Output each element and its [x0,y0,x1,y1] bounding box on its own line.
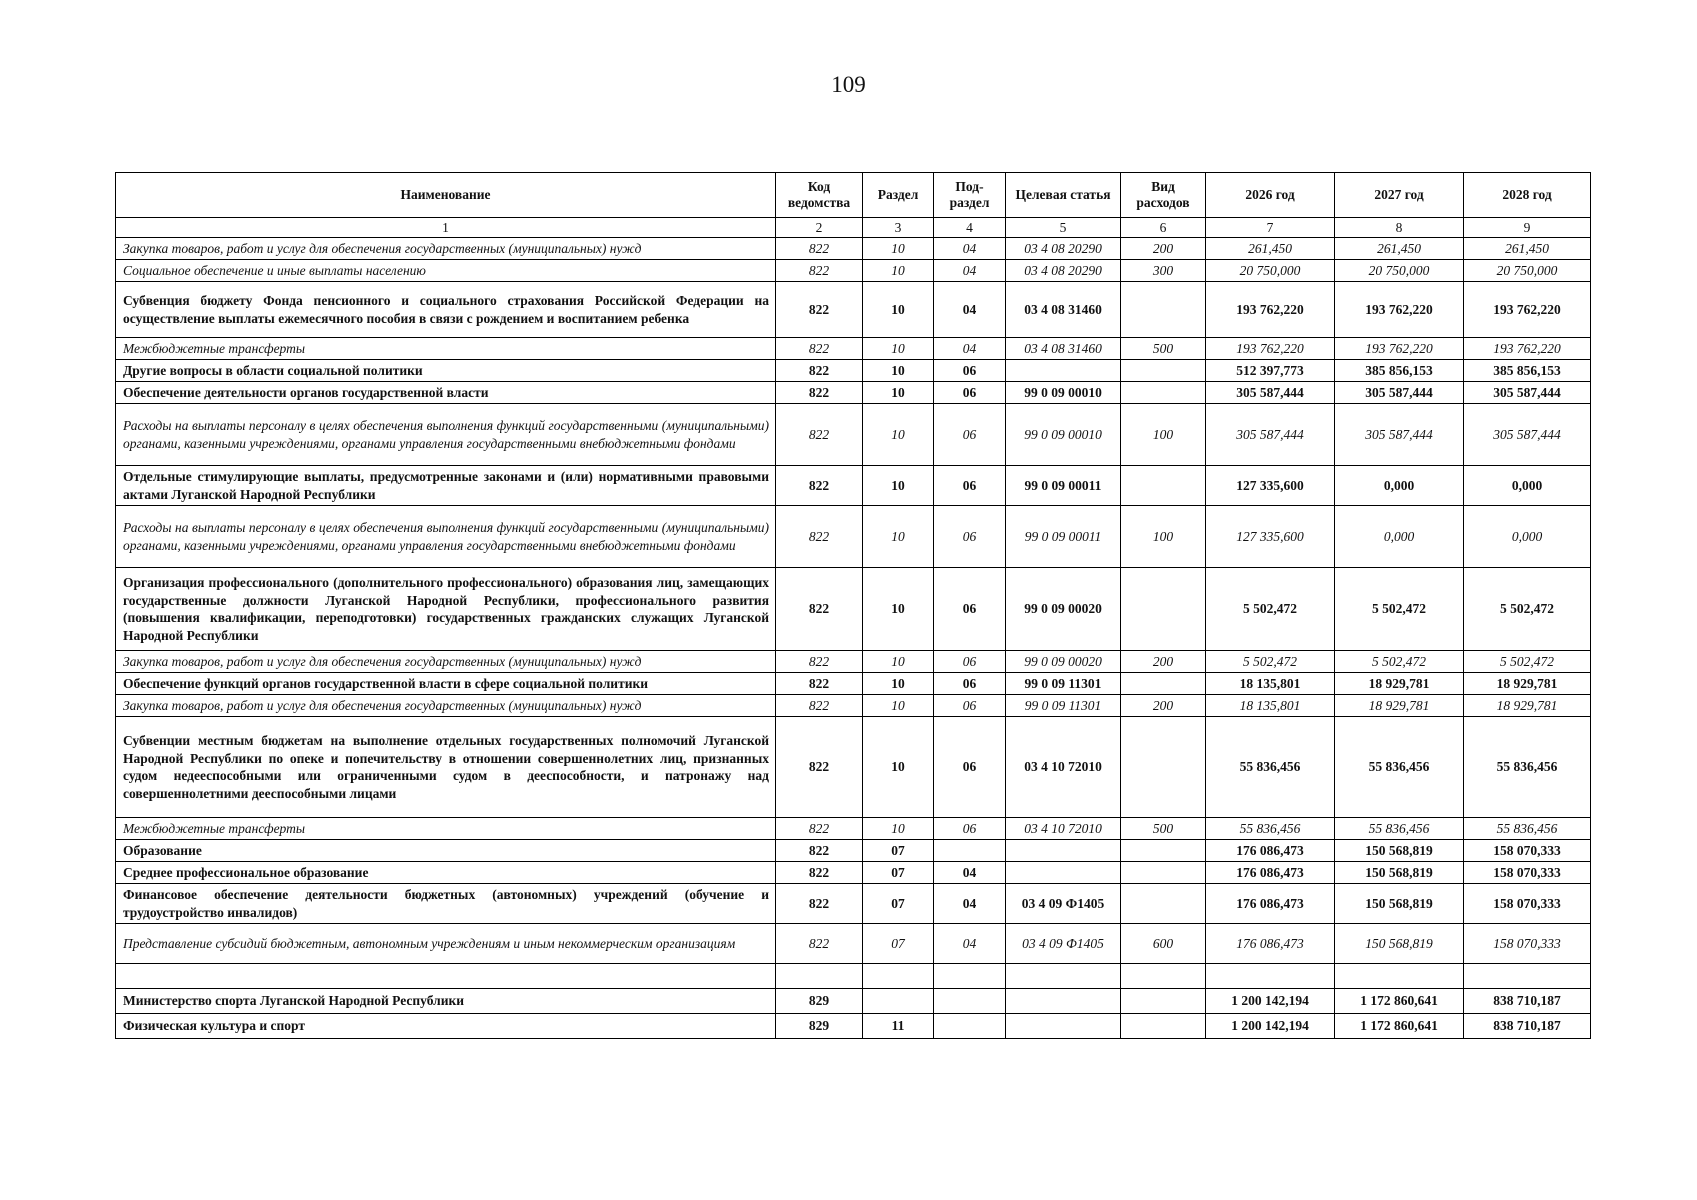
row-expense-type: 200 [1121,695,1206,717]
row-subsection: 06 [934,717,1006,818]
column-number: 2 [776,218,863,238]
table-row [116,717,1591,818]
row-code: 822 [776,717,863,818]
table-row [116,818,1591,840]
row-section: 10 [863,238,934,260]
row-section: 10 [863,506,934,568]
row-name: Отдельные стимулирующие выплаты, предусмотренные законами и (или) нормативными правовыми актами Луганской Народной Республики [116,466,776,506]
table-row [116,651,1591,673]
row-section: 10 [863,651,934,673]
row-value-2026: 55 836,456 [1206,818,1335,840]
row-value-2027: 5 502,472 [1335,568,1464,651]
row-target [1006,964,1121,989]
row-expense-type [1121,862,1206,884]
row-name [116,964,776,989]
row-value-2027: 55 836,456 [1335,818,1464,840]
row-target: 99 0 09 00010 [1006,404,1121,466]
row-value-2027: 385 856,153 [1335,360,1464,382]
row-code: 822 [776,360,863,382]
column-number: 7 [1206,218,1335,238]
row-target [1006,989,1121,1014]
row-code: 822 [776,924,863,964]
header-subsection: Под-раздел [934,173,1006,218]
row-target [1006,862,1121,884]
row-value-2027: 150 568,819 [1335,840,1464,862]
row-name: Субвенции местным бюджетам на выполнение отдельных государственных полномочий Луганской Народной Республики по опеке и попечительству в отношении совершеннолетних лиц, признанных судом недееспособными или ограниченными судом в дееспособности, и патронажу над совершеннолетними дееспособными лицами [116,717,776,818]
row-name: Финансовое обеспечение деятельности бюджетных (автономных) учреждений (обучение и трудоустройство инвалидов) [116,884,776,924]
header-2028: 2028 год [1464,173,1591,218]
row-code: 822 [776,651,863,673]
row-expense-type [1121,884,1206,924]
row-subsection [934,1014,1006,1039]
header-type: Вид расходов [1121,173,1206,218]
row-value-2028: 193 762,220 [1464,282,1591,338]
row-subsection: 04 [934,884,1006,924]
column-number: 5 [1006,218,1121,238]
row-value-2026: 5 502,472 [1206,568,1335,651]
row-target: 99 0 09 11301 [1006,695,1121,717]
row-section: 10 [863,717,934,818]
table-row [116,260,1591,282]
row-subsection [934,989,1006,1014]
table-row [116,338,1591,360]
table-row [116,840,1591,862]
row-value-2028: 18 929,781 [1464,695,1591,717]
table-row [116,964,1591,989]
row-value-2026: 18 135,801 [1206,673,1335,695]
row-value-2027: 150 568,819 [1335,884,1464,924]
row-subsection: 06 [934,695,1006,717]
column-number: 3 [863,218,934,238]
row-value-2027: 0,000 [1335,506,1464,568]
row-name: Среднее профессиональное образование [116,862,776,884]
row-value-2026: 305 587,444 [1206,382,1335,404]
row-value-2028: 0,000 [1464,506,1591,568]
table-row [116,506,1591,568]
row-code: 822 [776,862,863,884]
table-row [116,282,1591,338]
row-name: Обеспечение функций органов государственной власти в сфере социальной политики [116,673,776,695]
row-name: Организация профессионального (дополнительного профессионального) образования лиц, замещающих государственные должности Луганской Народной Республики, профессионального развития (повышения квалификации, переподготовки) государственных гражданских служащих Луганской Народной Республики [116,568,776,651]
row-value-2027: 150 568,819 [1335,862,1464,884]
row-expense-type [1121,568,1206,651]
row-value-2027: 18 929,781 [1335,695,1464,717]
row-name: Представление субсидий бюджетным, автономным учреждениям и иным некоммерческим организациям [116,924,776,964]
table-row [116,695,1591,717]
row-target: 03 4 08 31460 [1006,338,1121,360]
row-value-2027: 20 750,000 [1335,260,1464,282]
row-section: 07 [863,924,934,964]
row-code: 822 [776,568,863,651]
row-code: 822 [776,238,863,260]
row-value-2028: 55 836,456 [1464,818,1591,840]
row-value-2026: 261,450 [1206,238,1335,260]
table-header-row [116,173,1591,218]
row-expense-type: 200 [1121,238,1206,260]
row-expense-type [1121,964,1206,989]
row-value-2028: 305 587,444 [1464,404,1591,466]
row-value-2026: 55 836,456 [1206,717,1335,818]
column-number: 8 [1335,218,1464,238]
row-value-2028: 0,000 [1464,466,1591,506]
row-subsection: 06 [934,360,1006,382]
header-section: Раздел [863,173,934,218]
row-section: 10 [863,568,934,651]
row-code: 822 [776,338,863,360]
row-value-2027: 18 929,781 [1335,673,1464,695]
row-name: Субвенция бюджету Фонда пенсионного и социального страхования Российской Федерации на осуществление выплаты ежемесячного пособия в связи с рождением и воспитанием ребенка [116,282,776,338]
table-row [116,382,1591,404]
row-target [1006,840,1121,862]
row-value-2026: 20 750,000 [1206,260,1335,282]
row-target: 03 4 08 20290 [1006,238,1121,260]
row-target: 99 0 09 11301 [1006,673,1121,695]
row-target: 03 4 10 72010 [1006,717,1121,818]
row-value-2028: 838 710,187 [1464,1014,1591,1039]
row-subsection: 06 [934,568,1006,651]
row-name: Расходы на выплаты персоналу в целях обеспечения выполнения функций государственными (муниципальными) органами, казенными учреждениями, органами управления государственными внебюджетными фондами [116,404,776,466]
row-section: 07 [863,884,934,924]
row-value-2026: 1 200 142,194 [1206,1014,1335,1039]
row-value-2028: 261,450 [1464,238,1591,260]
row-code: 822 [776,466,863,506]
row-section: 07 [863,840,934,862]
row-name: Физическая культура и спорт [116,1014,776,1039]
row-name: Обеспечение деятельности органов государственной власти [116,382,776,404]
table-row [116,862,1591,884]
row-subsection: 04 [934,338,1006,360]
row-value-2028: 20 750,000 [1464,260,1591,282]
row-value-2028: 5 502,472 [1464,568,1591,651]
row-subsection: 06 [934,651,1006,673]
row-name: Министерство спорта Луганской Народной Республики [116,989,776,1014]
row-code: 822 [776,506,863,568]
row-code: 822 [776,260,863,282]
row-subsection: 06 [934,673,1006,695]
row-target: 99 0 09 00010 [1006,382,1121,404]
header-name: Наименование [116,173,776,218]
row-code: 822 [776,382,863,404]
row-value-2028: 158 070,333 [1464,924,1591,964]
row-section: 10 [863,673,934,695]
row-expense-type [1121,466,1206,506]
row-code: 822 [776,840,863,862]
row-value-2028: 55 836,456 [1464,717,1591,818]
row-subsection: 06 [934,382,1006,404]
row-value-2027: 193 762,220 [1335,338,1464,360]
row-section: 10 [863,260,934,282]
row-name: Расходы на выплаты персоналу в целях обеспечения выполнения функций государственными (муниципальными) органами, казенными учреждениями, органами управления государственными внебюджетными фондами [116,506,776,568]
page-number: 109 [831,72,866,97]
row-expense-type [1121,282,1206,338]
row-name: Образование [116,840,776,862]
row-code: 829 [776,989,863,1014]
row-value-2028: 838 710,187 [1464,989,1591,1014]
row-target [1006,1014,1121,1039]
row-subsection: 04 [934,282,1006,338]
row-value-2026: 305 587,444 [1206,404,1335,466]
row-subsection: 04 [934,924,1006,964]
column-number-row [116,218,1591,238]
row-subsection: 06 [934,818,1006,840]
row-name: Межбюджетные трансферты [116,818,776,840]
row-expense-type: 500 [1121,338,1206,360]
row-value-2027: 5 502,472 [1335,651,1464,673]
row-expense-type: 600 [1121,924,1206,964]
row-value-2027: 305 587,444 [1335,382,1464,404]
row-value-2026: 176 086,473 [1206,884,1335,924]
row-value-2026 [1206,964,1335,989]
table-row [116,360,1591,382]
row-name: Закупка товаров, работ и услуг для обеспечения государственных (муниципальных) нужд [116,238,776,260]
row-value-2028: 385 856,153 [1464,360,1591,382]
row-value-2028: 158 070,333 [1464,840,1591,862]
row-name: Закупка товаров, работ и услуг для обеспечения государственных (муниципальных) нужд [116,695,776,717]
row-expense-type [1121,840,1206,862]
row-section: 07 [863,862,934,884]
row-value-2027: 193 762,220 [1335,282,1464,338]
row-value-2027: 305 587,444 [1335,404,1464,466]
row-value-2027: 150 568,819 [1335,924,1464,964]
row-subsection: 06 [934,404,1006,466]
row-name: Другие вопросы в области социальной политики [116,360,776,382]
column-number: 4 [934,218,1006,238]
row-code: 822 [776,282,863,338]
row-section: 10 [863,282,934,338]
row-subsection [934,840,1006,862]
row-target: 03 4 08 31460 [1006,282,1121,338]
row-value-2026: 512 397,773 [1206,360,1335,382]
row-expense-type [1121,673,1206,695]
header-code: Код ведомства [776,173,863,218]
row-target: 99 0 09 00011 [1006,506,1121,568]
row-value-2028: 5 502,472 [1464,651,1591,673]
row-code: 822 [776,695,863,717]
row-value-2028: 305 587,444 [1464,382,1591,404]
table-row [116,568,1591,651]
table-row [116,884,1591,924]
row-value-2026: 193 762,220 [1206,282,1335,338]
row-section: 10 [863,382,934,404]
row-subsection [934,964,1006,989]
row-section: 10 [863,360,934,382]
table-row [116,404,1591,466]
header-2027: 2027 год [1335,173,1464,218]
row-name: Межбюджетные трансферты [116,338,776,360]
row-target: 99 0 09 00011 [1006,466,1121,506]
table-row [116,673,1591,695]
column-number: 9 [1464,218,1591,238]
row-subsection: 04 [934,238,1006,260]
column-number: 6 [1121,218,1206,238]
row-subsection: 06 [934,466,1006,506]
row-subsection: 04 [934,862,1006,884]
table-row [116,989,1591,1014]
row-expense-type [1121,1014,1206,1039]
row-value-2026: 5 502,472 [1206,651,1335,673]
row-value-2026: 176 086,473 [1206,840,1335,862]
row-expense-type: 300 [1121,260,1206,282]
row-subsection: 04 [934,260,1006,282]
row-code: 822 [776,818,863,840]
row-name: Закупка товаров, работ и услуг для обеспечения государственных (муниципальных) нужд [116,651,776,673]
row-value-2026: 1 200 142,194 [1206,989,1335,1014]
row-section [863,989,934,1014]
row-value-2026: 193 762,220 [1206,338,1335,360]
row-expense-type: 200 [1121,651,1206,673]
row-value-2027: 1 172 860,641 [1335,989,1464,1014]
row-code [776,964,863,989]
row-section: 11 [863,1014,934,1039]
row-target: 99 0 09 00020 [1006,651,1121,673]
row-value-2026: 127 335,600 [1206,466,1335,506]
row-section: 10 [863,695,934,717]
table-row [116,1014,1591,1039]
row-expense-type: 100 [1121,506,1206,568]
row-target: 99 0 09 00020 [1006,568,1121,651]
row-expense-type [1121,717,1206,818]
row-expense-type [1121,989,1206,1014]
row-value-2028 [1464,964,1591,989]
row-section: 10 [863,466,934,506]
row-value-2027: 1 172 860,641 [1335,1014,1464,1039]
row-value-2026: 176 086,473 [1206,924,1335,964]
row-value-2027: 55 836,456 [1335,717,1464,818]
row-value-2027 [1335,964,1464,989]
row-value-2027: 0,000 [1335,466,1464,506]
table-row [116,466,1591,506]
row-value-2027: 261,450 [1335,238,1464,260]
row-expense-type [1121,360,1206,382]
row-value-2026: 18 135,801 [1206,695,1335,717]
row-section [863,964,934,989]
row-code: 822 [776,673,863,695]
row-code: 822 [776,884,863,924]
budget-table [115,172,1591,1039]
row-code: 829 [776,1014,863,1039]
row-expense-type: 500 [1121,818,1206,840]
row-section: 10 [863,338,934,360]
row-expense-type: 100 [1121,404,1206,466]
table-row [116,238,1591,260]
row-code: 822 [776,404,863,466]
header-2026: 2026 год [1206,173,1335,218]
table-row [116,924,1591,964]
header-target: Целевая статья [1006,173,1121,218]
row-subsection: 06 [934,506,1006,568]
row-value-2026: 127 335,600 [1206,506,1335,568]
row-target [1006,360,1121,382]
row-section: 10 [863,404,934,466]
row-target: 03 4 09 Ф1405 [1006,884,1121,924]
row-name: Социальное обеспечение и иные выплаты населению [116,260,776,282]
row-section: 10 [863,818,934,840]
row-value-2028: 18 929,781 [1464,673,1591,695]
row-value-2028: 193 762,220 [1464,338,1591,360]
row-expense-type [1121,382,1206,404]
column-number: 1 [116,218,776,238]
row-value-2026: 176 086,473 [1206,862,1335,884]
row-target: 03 4 10 72010 [1006,818,1121,840]
row-value-2028: 158 070,333 [1464,884,1591,924]
row-target: 03 4 08 20290 [1006,260,1121,282]
row-value-2028: 158 070,333 [1464,862,1591,884]
row-target: 03 4 09 Ф1405 [1006,924,1121,964]
